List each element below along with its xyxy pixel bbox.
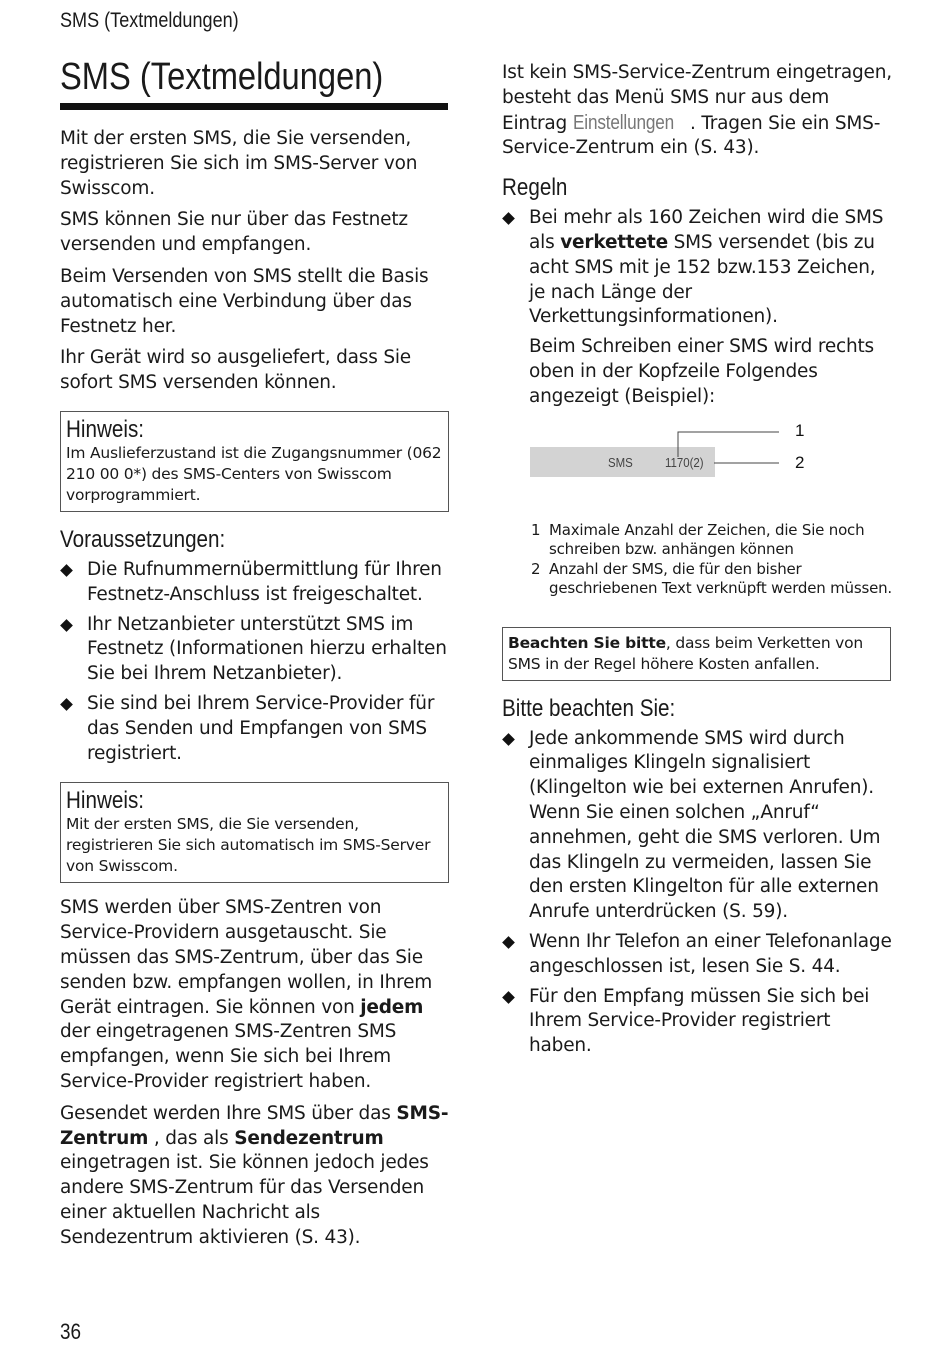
page-title: SMS (Textmeldungen): [60, 56, 384, 98]
legend-item: 1 Maximale Anzahl der Zeichen, die Sie noch schreiben bzw. anhängen können: [531, 520, 865, 559]
left-column: [60, 127, 452, 1258]
title-rule: [60, 103, 448, 110]
note-bold-lead: Beachten Sie bitte: [508, 633, 666, 652]
intro-paragraph: Ihr Gerät wird so ausgeliefert, dass Sie sofort SMS versenden können.: [60, 347, 411, 394]
no-service-center-paragraph: Ist kein SMS-Service-Zentrum eingetragen, besteht das Menü SMS nur aus dem Eintrag Einstellungen . Tragen Sie ein SMS-Service-Zentrum ein (S. 43).: [502, 62, 892, 159]
list-item: Sie sind bei Ihrem Service-Provider für das Senden und Empfangen von SMS registriert.: [60, 692, 452, 766]
page-number: 36: [60, 1319, 82, 1344]
intro-paragraph: SMS können Sie nur über das Festnetz versenden und empfangen.: [60, 209, 408, 256]
list-item: Für den Empfang müssen Sie sich bei Ihrem Service-Provider registriert haben.: [502, 985, 894, 1059]
rules-heading: Regeln: [502, 174, 568, 202]
attention-heading: Bitte beachten Sie:: [502, 694, 676, 722]
callout-line-1: [678, 432, 779, 457]
running-header: SMS (Textmeldungen): [60, 9, 239, 32]
bullet-diamond-icon: [60, 619, 73, 632]
bullet-diamond-icon: [60, 698, 73, 711]
menu-entry-settings: Einstellungen: [572, 111, 674, 134]
note-text: Im Auslieferzustand ist die Zugangsnummer (062 210 00 0*) des SMS-Centers von Swisscom vorprogrammiert.: [66, 443, 442, 504]
prerequisites-heading: Voraussetzungen:: [60, 525, 226, 553]
bullet-diamond-icon: [502, 212, 515, 225]
callout-number-2: 2: [795, 452, 805, 472]
list-item: Die Rufnummernübermittlung für Ihren Festnetz-Anschluss ist freigeschaltet.: [60, 558, 452, 608]
list-item: Ihr Netzanbieter unterstützt SMS im Festnetz (Informationen hierzu erhalten Sie bei Ihrem Netzanbieter).: [60, 613, 452, 687]
figure-legend: [502, 521, 894, 599]
callout-number-1: 1: [795, 420, 805, 440]
prerequisites-list: [60, 558, 452, 766]
intro-paragraph: Beim Versenden von SMS stellt die Basis automatisch eine Verbindung über das Festnetz her.: [60, 265, 429, 337]
note-text: Mit der ersten SMS, die Sie versenden, registrieren Sie sich automatisch im SMS-Server von Swisscom.: [66, 815, 431, 876]
note-box-costs: [502, 627, 891, 681]
list-item: Wenn Ihr Telefon an einer Telefonanlage angeschlossen ist, lesen Sie S. 44.: [502, 930, 894, 980]
sms-centers-paragraph: SMS werden über SMS-Zentren von Service-Providern ausgetauscht. Sie müssen das SMS-Zentrum, über das Sie senden bzw. empfangen wollen, in Ihrem Gerät eintragen. Sie können von jedem der eingetragenen SMS-Zentren SMS empfangen, wenn Sie sich bei Ihrem Service-Provider registriert haben.: [60, 897, 433, 1092]
attention-list: [502, 727, 894, 1059]
display-sms-label: SMS: [608, 454, 633, 470]
list-item: Jede ankommende SMS wird durch einmaliges Klingeln signalisiert (Klingelton wie bei externen Anrufen). Wenn Sie einen solchen „Anruf“ annehmen, geht die SMS verloren. Um das Klingeln zu vermeiden, lassen Sie den ersten Klingelton für alle externen Anrufe unterdrücken (S. 59).: [502, 727, 894, 925]
note-text: , dass beim Verketten von SMS in der Regel höhere Kosten anfallen.: [508, 633, 864, 673]
note-box-factory-number: [60, 411, 449, 512]
note-box-registration: [60, 782, 449, 883]
rules-list: [502, 206, 894, 409]
display-header-figure: [502, 415, 894, 511]
legend-item: 2 Anzahl der SMS, die für den bisher geschriebenen Text verknüpft werden müssen.: [531, 559, 892, 598]
display-counter: 1170(2): [665, 454, 704, 470]
note-title: Hinweis:: [66, 415, 145, 443]
bullet-diamond-icon: [502, 991, 515, 1004]
list-item: Bei mehr als 160 Zeichen wird die SMS als verkettete SMS versendet (bis zu acht SMS mit je 152 bzw.153 Zeichen, je nach Länge der Verkettungsinformationen). Beim Schreiben einer SMS wird rechts oben in der Kopfzeile Folgendes angezeigt (Beispiel):: [502, 206, 894, 409]
send-center-paragraph: Gesendet werden Ihre SMS über das SMS-Zentrum , das als Sendezentrum eingetragen ist. Sie können jedoch jedes andere SMS-Zentrum für das Versenden einer aktuellen Nachricht als Sendezentrum aktivieren (S. 43).: [60, 1102, 449, 1248]
bullet-diamond-icon: [502, 936, 515, 949]
right-column: [502, 61, 894, 1064]
note-title: Hinweis:: [66, 787, 145, 815]
intro-paragraph: Mit der ersten SMS, die Sie versenden, registrieren Sie sich im SMS-Server von Swisscom.: [60, 128, 418, 199]
callout-lines: [502, 415, 894, 511]
bullet-diamond-icon: [502, 733, 515, 746]
rule-continuation: Beim Schreiben einer SMS wird rechts oben in der Kopfzeile Folgendes angezeigt (Beispiel):: [529, 336, 874, 407]
bullet-diamond-icon: [60, 564, 73, 577]
